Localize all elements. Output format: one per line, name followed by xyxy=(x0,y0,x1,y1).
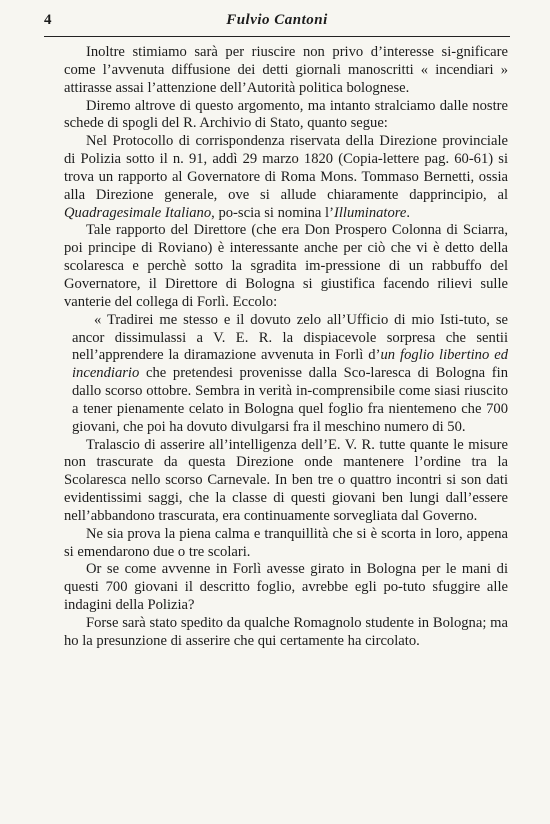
quote-1-text: « Tradirei me stesso e il dovuto zelo all’Ufficio di mio Isti-tuto, se ancor dissimulassi a V. E. R. la dispiacevole sorpresa che sentii nell’apprendere la diramazione avvenuta in Forlì d’ xyxy=(72,311,508,364)
paragraph-1: Inoltre stimiamo sarà per riuscire non privo d’interesse si-gnificare come l’avvenuta diffusione dei detti giornali manoscritti « incendiari » attirasse assai l’attenzione dell’Autorità politica bolognese. xyxy=(64,44,508,96)
italic-title-illuminatore: Illuminatore xyxy=(333,204,407,221)
page-header xyxy=(44,12,510,34)
header-rule xyxy=(44,36,510,37)
italic-foglio-libertino: un foglio libertino ed incendiario xyxy=(72,347,508,382)
paragraph-4: Tale rapporto del Direttore (che era Don Prospero Colonna di Sciarra, poi principe di Roviano) è interessante anche per ciò che vi è detto della scolaresca e perchè sotto la sgradita im-pressione di un rabbuffo del Governatore, il Direttore di Bologna si giustifica facendo rilievi sulle vanterie del collega di Forlì. Eccolo: xyxy=(64,222,508,310)
paragraph-2: Diremo altrove di questo argomento, ma intanto stralciamo dalle nostre schede di spogli del R. Archivio di Stato, quanto segue: xyxy=(64,97,508,132)
running-title: Fulvio Cantoni xyxy=(226,12,328,28)
quoted-paragraph-1 xyxy=(64,312,508,437)
paragraph-3-mid: , po-scia si nomina l’ xyxy=(211,204,334,221)
quoted-paragraph-3: Ne sia prova la piena calma e tranquillità che si è scorta in loro, appena si emendarono due o tre scolari. xyxy=(64,525,508,560)
quoted-paragraph-2: Tralascio di asserire all’intelligenza dell’E. V. R. tutte quante le misure non trascurate da questa Direzione onde mantenere l’ordine tra la Scolaresca nello scorso Carnevale. In ben tre o quattro incontri si son dati evidentissimi saggi, che la classe di questi giovani ben lungi dall’essere nell’abbandono trascurata, era continuamente sorvegliata dal Governo. xyxy=(64,436,508,524)
quoted-paragraph-4: Or se come avvenne in Forlì avesse girato in Bologna per le mani di questi 700 giovani il descritto foglio, avrebbe egli po-tuto sfuggire alle indagini della Polizia? xyxy=(64,561,508,614)
page-number: 4 xyxy=(44,12,52,28)
paragraph-3-text: Nel Protocollo di corrispondenza riservata della Direzione provinciale di Polizia sotto il n. 91, addì 29 marzo 1820 (Copia-lettere pag. 60-61) si trova un rapporto al Governatore di Roma Mons. Tommaso Bernetti, ossia alla Direzione generale, ove si allude chiaramente dapprincipio, al xyxy=(64,133,508,203)
paragraph-3 xyxy=(64,133,508,222)
body-text xyxy=(64,44,508,651)
quote-1-end: che pretendesi provenisse dalla Sco-laresca di Bologna fin dallo scorso ottobre. Sembra in verità in-comprensibile come siasi riuscito a tener pienamente celato in Bologna quel foglio fra nientemeno che 700 giovani, che poi ha dovuto divulgarsi fra il meschino numero di 50. xyxy=(72,365,508,435)
paragraph-3-end: . xyxy=(406,204,411,221)
italic-title-quadragesimale: Quadragesimale Italiano xyxy=(64,204,212,221)
quoted-paragraph-5: Forse sarà stato spedito da qualche Romagnolo studente in Bologna; ma ho la presunzione di asserire che qui certamente ha circolato. xyxy=(64,615,508,649)
